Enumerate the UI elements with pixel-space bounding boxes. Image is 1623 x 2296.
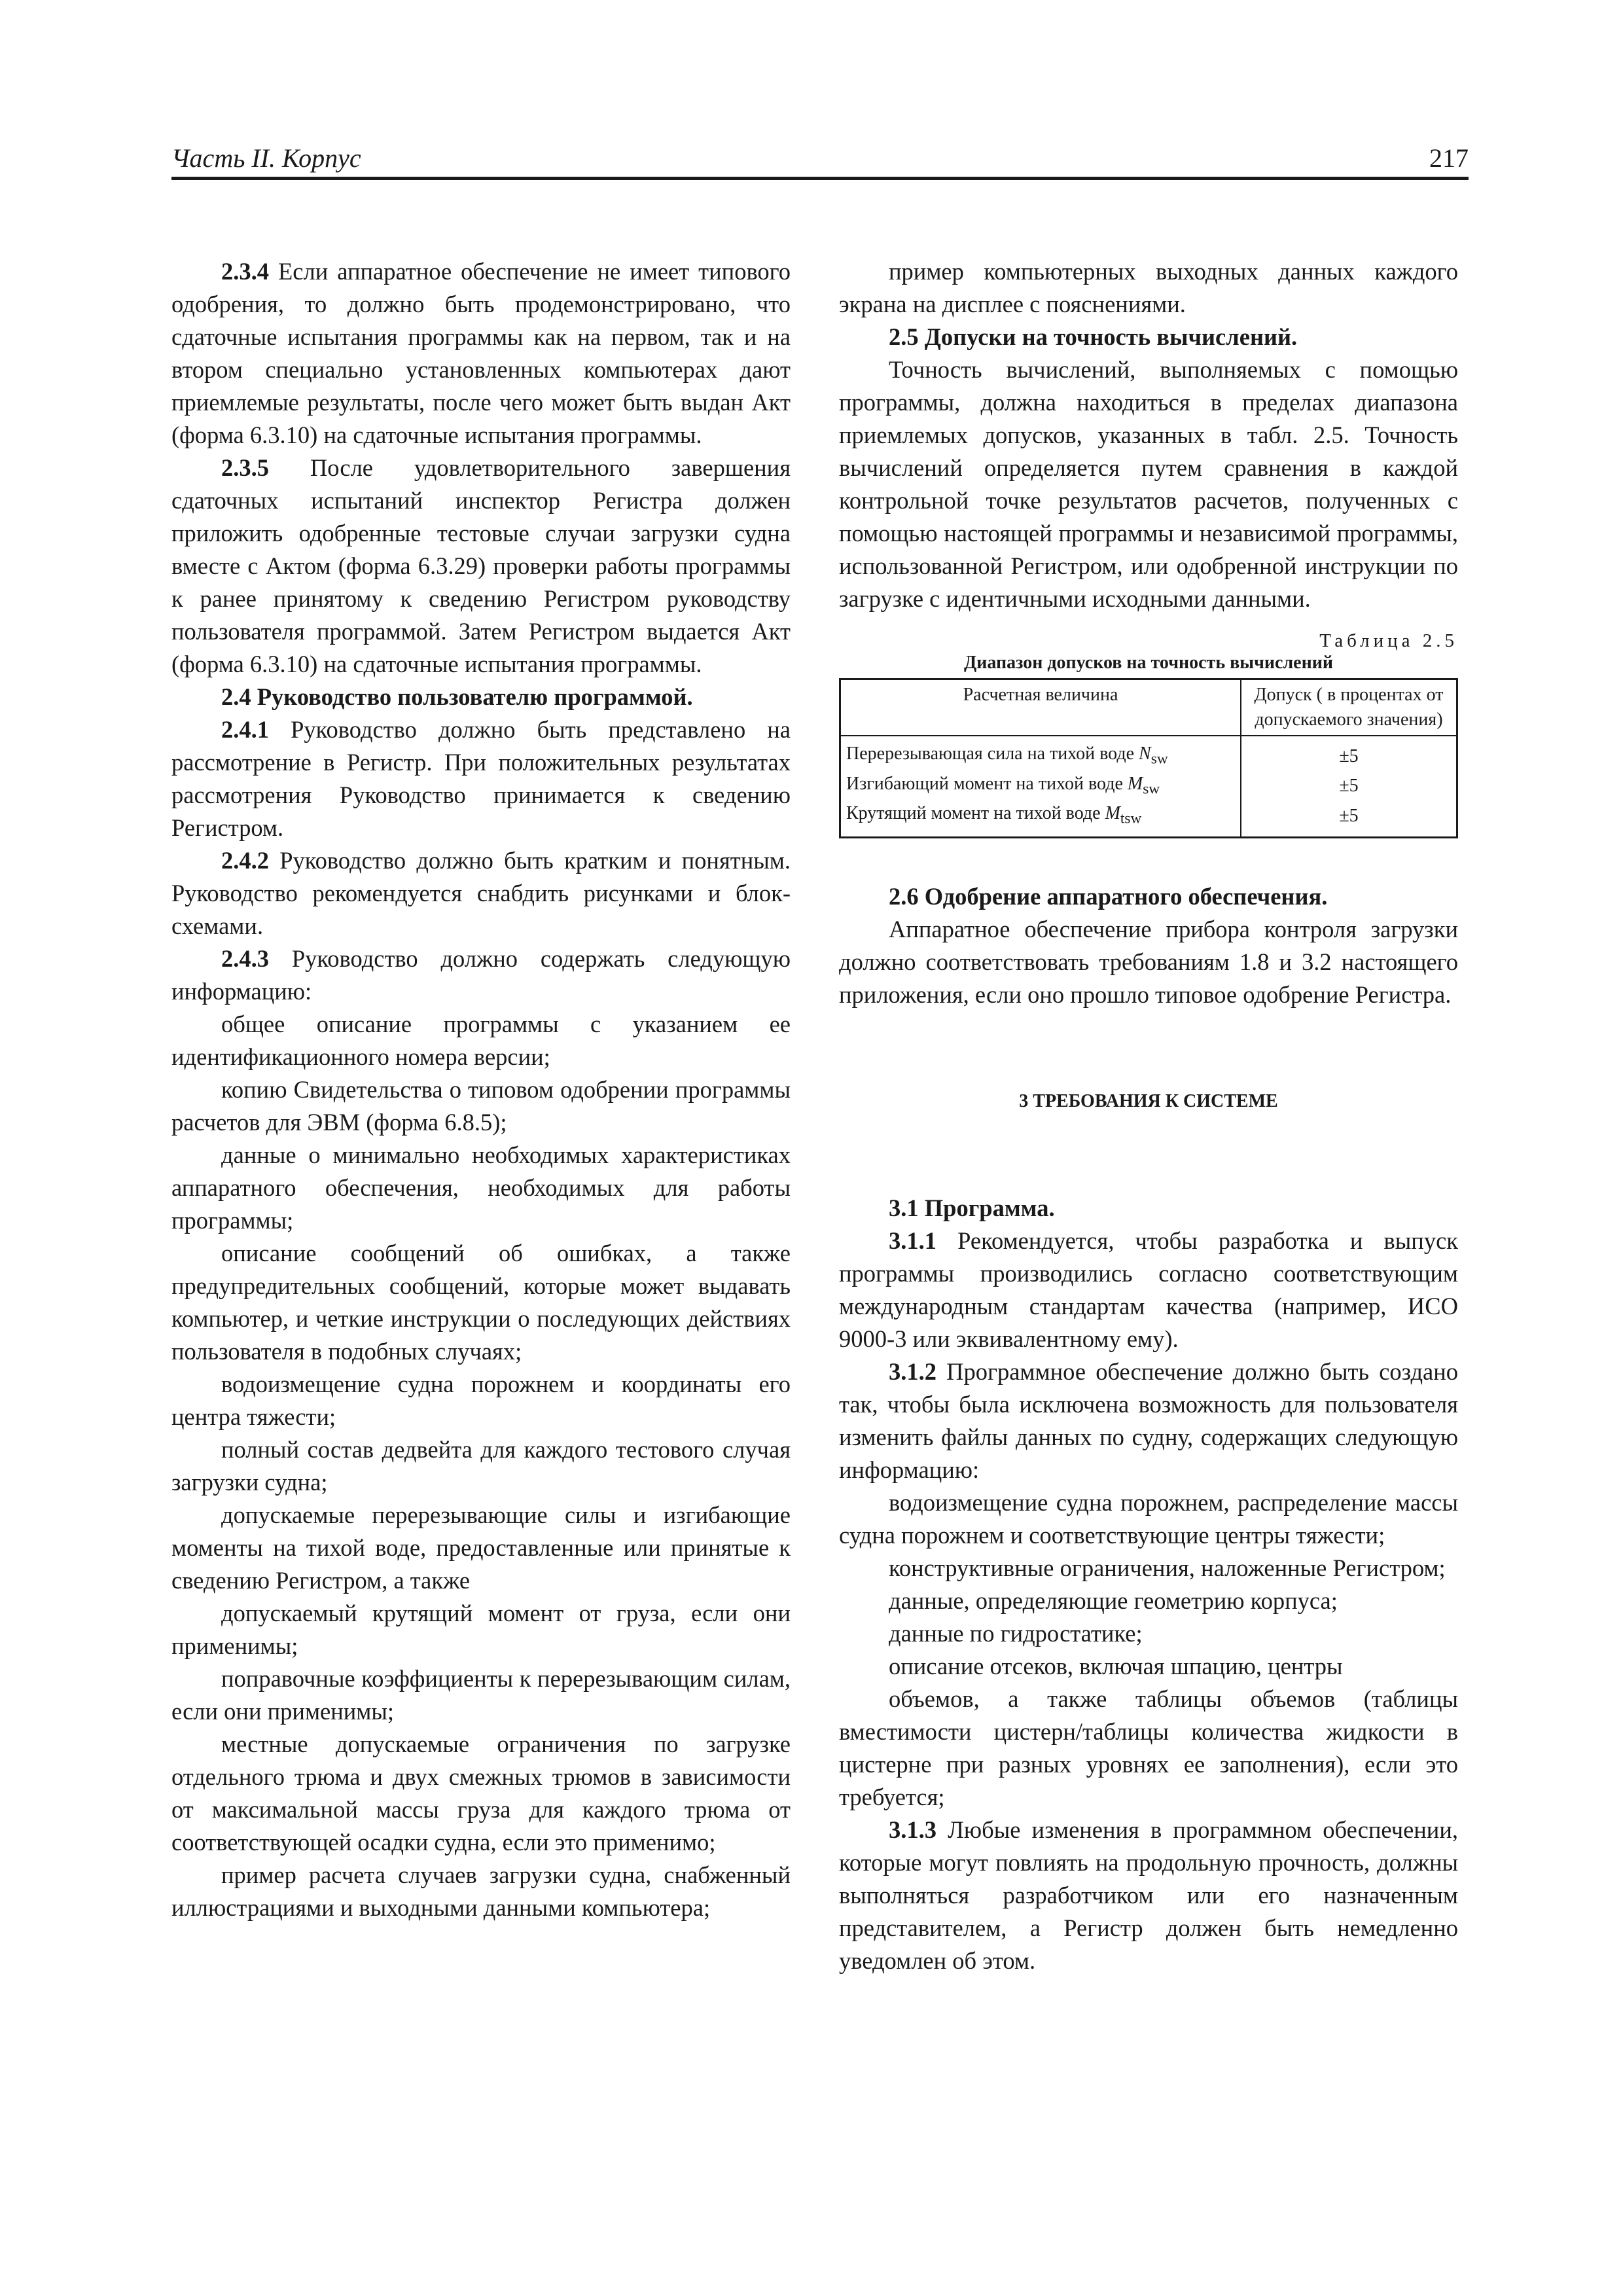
subscript: tsw xyxy=(1120,810,1142,827)
symbol: M xyxy=(1127,773,1143,794)
heading-2-6: 2.6 Одобрение аппаратного обеспечения. xyxy=(889,882,1328,910)
clause-number: 2.3.5 xyxy=(221,454,269,481)
table-header-cell: Расчетная величина xyxy=(840,679,1241,736)
paragraph-text: Руководство должно содержать следующую информацию: xyxy=(171,945,791,1005)
paragraph-text: Любые изменения в программном обеспечении, которые могут повлиять на продольную прочность, должны выполняться разработчиком или его назначенным представителем, а Регистр должен быть немедленно уведомлен об этом. xyxy=(839,1816,1458,1974)
clause-number: 2.4.1 xyxy=(221,716,269,743)
table-cell: ±5 xyxy=(1241,736,1457,772)
paragraph-text: Рекомендуется, чтобы разработка и выпуск программы производились согласно соответствующим международным стандартам качества (например, ИСО 9000-3 или эквивалентному ему). xyxy=(839,1227,1459,1352)
list-item: данные о минимально необходимых характеристиках аппаратного обеспечения, необходимых для работы программы; xyxy=(171,1141,791,1234)
running-title: Часть II. Корпус xyxy=(171,143,361,173)
paragraph-2-3-4 xyxy=(171,255,791,452)
table-caption: Таблица 2.5 xyxy=(1319,630,1458,651)
paragraph-2-5: Точность вычислений, выполняемых с помощью программы, должна находиться в пределах диапазона приемлемых допусков, указанных в табл. 2.5. Точность вычислений определяется путем сравнения в каждой контрольной точке результатов расчетов, полученных с помощью настоящей программы и независимой программы, использованной Регистром, или одобренной инструкции по загрузке с идентичными исходными данными. xyxy=(839,356,1458,612)
list-item: водоизмещение судна порожнем, распределение массы судна порожнем и соответствующие центры тяжести; xyxy=(839,1488,1458,1549)
table-row xyxy=(840,736,1457,772)
table-cell: Перерезывающая сила на тихой воде $N_{sw}$ xyxy=(840,736,1241,772)
tolerance-table xyxy=(839,678,1458,838)
list-item: водоизмещение судна порожнем и координаты его центра тяжести; xyxy=(171,1371,791,1430)
clause-number: 3.1.1 xyxy=(889,1227,936,1254)
paragraph-2-4-3 xyxy=(171,942,791,1008)
subscript: sw xyxy=(1150,750,1168,768)
table-row xyxy=(840,772,1457,802)
heading-3-1: 3.1 Программа. xyxy=(889,1194,1055,1221)
list-item: описание сообщений об ошибках, а также предупредительных сообщений, которые может выдавать компьютер, и четкие инструкции о последующих действиях пользователя в подобных случаях; xyxy=(171,1240,791,1365)
table-header-cell: Допуск ( в процентах от допускаемого значения) xyxy=(1241,679,1457,736)
heading-2-5: 2.5 Допуски на точность вычислений. xyxy=(889,323,1298,350)
list-item: общее описание программы с указанием ее идентификационного номера версии; xyxy=(171,1011,791,1070)
list-item: местные допускаемые ограничения по загрузке отдельного трюма и двух смежных трюмов в зависимости от максимальной массы груза для каждого трюма от соответствующей осадки судна, если это применимо; xyxy=(171,1731,791,1856)
paragraph-2-3-5 xyxy=(171,452,791,681)
right-column xyxy=(839,255,1458,1977)
clause-number: 2.3.4 xyxy=(221,258,269,285)
left-column xyxy=(171,255,791,1924)
table-title: Диапазон допусков на точность вычислений xyxy=(963,653,1333,673)
page-number: 217 xyxy=(1429,143,1469,173)
table-cell: Крутящий момент на тихой воде $M_{tsw}$ xyxy=(840,801,1241,837)
table-row xyxy=(840,801,1457,837)
paragraph-3-1-3 xyxy=(839,1814,1458,1977)
spacer xyxy=(839,838,1458,880)
list-item: копию Свидетельства о типовом одобрении программы расчетов для ЭВМ (форма 6.8.5); xyxy=(171,1076,791,1136)
paragraph-3-1-1 xyxy=(839,1225,1458,1355)
paragraph-2-4-2 xyxy=(171,844,791,942)
clause-number: 2.4.3 xyxy=(221,945,269,972)
list-item: данные, определяющие геометрию корпуса; xyxy=(889,1587,1338,1614)
list-item: допускаемые перерезывающие силы и изгибающие моменты на тихой воде, предоставленные или принятые к сведению Регистром, а также xyxy=(171,1501,791,1594)
list-item: поправочные коэффициенты к перерезывающим силам, если они применимы; xyxy=(171,1665,791,1725)
paragraph-text: Руководство должно быть кратким и понятным. Руководство рекомендуется снабдить рисунками и блок-схемами. xyxy=(171,847,791,939)
section-heading-3: 3 ТРЕБОВАНИЯ К СИСТЕМЕ xyxy=(1019,1090,1278,1111)
list-item: объемов, а также таблицы объемов (таблицы вместимости цистерн/таблицы количества жидкости в цистерне при разных уровнях ее заполнения), если это требуется; xyxy=(839,1685,1458,1810)
paragraph-text: Руководство должно быть представлено на рассмотрение в Регистр. При положительных результатах рассмотрения Руководство принимается к сведению Регистром. xyxy=(171,716,791,841)
paragraph-text: Программное обеспечение должно быть создано так, чтобы была исключена возможность для пользователя изменить файлы данных по судну, содержащих следующую информацию: xyxy=(839,1357,1458,1483)
list-item: пример расчета случаев загрузки судна, снабженный иллюстрациями и выходными данными компьютера; xyxy=(171,1861,791,1921)
subscript: sw xyxy=(1143,780,1160,798)
list-item: данные по гидростатике; xyxy=(889,1619,1143,1647)
table-cell: ±5 xyxy=(1241,772,1457,802)
list-item: описание отсеков, включая шпацию, центры xyxy=(889,1652,1343,1679)
clause-number: 3.1.3 xyxy=(889,1816,936,1843)
heading-2-4: 2.4 Руководство пользователю программой. xyxy=(221,683,693,710)
paragraph-continuation: пример компьютерных выходных данных каждого экрана на дисплее с пояснениями. xyxy=(839,258,1458,317)
paragraph-text: Если аппаратное обеспечение не имеет типового одобрения, то должно быть продемонстрировано, что сдаточные испытания программы как на первом, так и на втором специально установленных компьютерах дают приемлемые результаты, после чего может быть выдан Акт (форма 6.3.10) на сдаточные испытания программы. xyxy=(171,258,791,448)
paragraph-text: После удовлетворительного завершения сдаточных испытаний инспектор Регистра должен приложить одобренные тестовые случаи загрузки судна вместе с Актом (форма 6.3.29) проверки работы программы к ранее принятому к сведению Регистром руководству пользователя программой. Затем Регистром выдается Акт (форма 6.3.10) на сдаточные испытания программы. xyxy=(171,454,791,677)
page-header xyxy=(171,143,1469,179)
table-header-row xyxy=(840,679,1457,736)
symbol: M xyxy=(1105,803,1120,824)
symbol: N xyxy=(1139,744,1151,764)
clause-number: 3.1.2 xyxy=(889,1357,936,1385)
paragraph-2-4-1 xyxy=(171,713,791,844)
clause-number: 2.4.2 xyxy=(221,847,269,874)
paragraph-2-6: Аппаратное обеспечение прибора контроля загрузки должно соответствовать требованиям 1.8 и 3.2 настоящего приложения, если оно прошло типовое одобрение Регистра. xyxy=(839,915,1458,1008)
table-cell: Изгибающий момент на тихой воде $M_{sw}$ xyxy=(840,772,1241,802)
header-rule xyxy=(171,177,1469,180)
list-item: допускаемый крутящий момент от груза, если они применимы; xyxy=(171,1600,791,1659)
list-item: конструктивные ограничения, наложенные Регистром; xyxy=(889,1554,1446,1581)
paragraph-3-1-2 xyxy=(839,1355,1458,1486)
table-cell: ±5 xyxy=(1241,801,1457,837)
list-item: полный состав дедвейта для каждого тестового случая загрузки судна; xyxy=(171,1436,791,1496)
